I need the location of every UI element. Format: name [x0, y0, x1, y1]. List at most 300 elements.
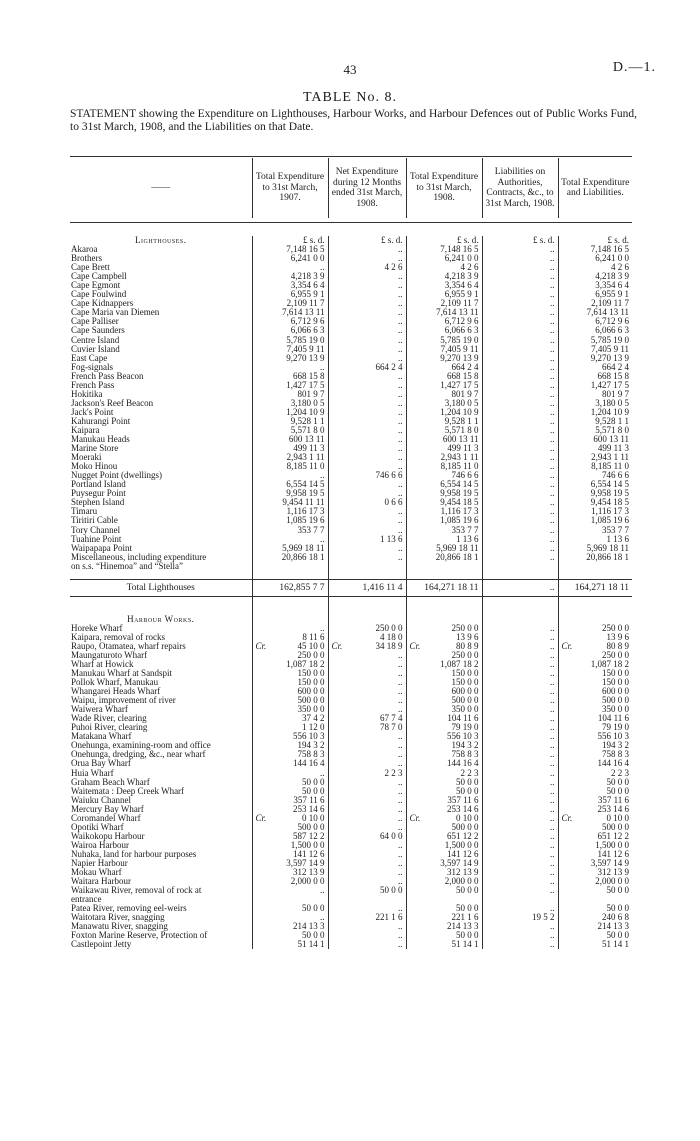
amount-cell: ..	[252, 535, 328, 544]
amount-cell: 350 0 0	[252, 705, 328, 714]
amount-cell: 1 13 6	[328, 535, 406, 544]
amount-cell: ..	[482, 877, 558, 886]
amount-cell	[482, 562, 558, 571]
amount-cell: ..	[482, 579, 558, 596]
amount-cell: 7,405 9 11	[252, 345, 328, 354]
table-row	[70, 714, 632, 723]
amount-cell: Cr. 45 10 0	[252, 642, 328, 651]
row-label: Manawatu River, snagging	[71, 922, 168, 932]
amount-cell: ..	[482, 922, 558, 931]
row-label: Huia Wharf	[71, 768, 114, 778]
amount-cell: 50 0 0	[406, 904, 482, 913]
amount-cell: ..	[328, 732, 406, 741]
amount-cell: 50 0 0	[558, 886, 632, 895]
amount-cell: 164,271 18 11	[558, 579, 632, 596]
row-label: Matakana Wharf	[71, 732, 132, 742]
row-label: Puysegur Point	[71, 489, 126, 499]
total-row-lighthouses	[70, 579, 632, 596]
amount-cell: ..	[328, 308, 406, 317]
amount-cell: ..	[328, 544, 406, 553]
amount-cell: 1,204 10 9	[406, 408, 482, 417]
amount-cell: ..	[482, 832, 558, 841]
amount-cell: ..	[482, 544, 558, 553]
amount-cell	[558, 895, 632, 904]
amount-cell: ..	[252, 624, 328, 633]
amount-cell: 2,000 0 0	[558, 877, 632, 886]
amount-cell: 6,955 9 1	[558, 290, 632, 299]
spacer-cell	[558, 571, 632, 580]
amount-cell: 600 13 11	[558, 435, 632, 444]
amount-cell: 556 10 3	[406, 732, 482, 741]
amount-cell: 746 6 6	[328, 471, 406, 480]
amount-cell: £ s. d.	[406, 236, 482, 245]
spacer-row	[70, 596, 632, 615]
spacer-cell	[70, 571, 252, 580]
row-label: Cape Kidnappers	[71, 299, 134, 309]
amount-cell: 2,000 0 0	[252, 877, 328, 886]
amount-cell: 499 11 3	[252, 444, 328, 453]
table-row	[70, 778, 632, 787]
amount-cell: ..	[482, 940, 558, 949]
amount-cell: ..	[482, 254, 558, 263]
table-row	[70, 642, 632, 651]
amount-cell: 50 0 0	[406, 886, 482, 895]
row-label: Cape Campbell	[71, 272, 127, 282]
table-row	[70, 823, 632, 832]
amount-cell: 20,866 18 1	[252, 553, 328, 562]
amount-cell: Cr. 0 10 0	[252, 814, 328, 823]
amount-cell: ..	[482, 408, 558, 417]
amount-cell: 600 0 0	[252, 687, 328, 696]
amount-cell: ..	[482, 778, 558, 787]
table-row	[70, 904, 632, 913]
row-label: Centre Island	[71, 335, 120, 345]
table-row	[70, 462, 632, 471]
amount-cell	[558, 562, 632, 571]
spacer-cell	[558, 596, 632, 615]
row-label: Marine Store	[71, 444, 119, 454]
amount-cell: 13 9 6	[406, 633, 482, 642]
amount-cell: 3,180 0 5	[252, 399, 328, 408]
amount-cell: 9,958 19 5	[406, 489, 482, 498]
amount-cell	[328, 895, 406, 904]
amount-cell: ..	[482, 651, 558, 660]
amount-cell: 600 13 11	[252, 435, 328, 444]
amount-cell	[328, 562, 406, 571]
amount-cell: 253 14 6	[406, 805, 482, 814]
row-label: entrance	[71, 895, 102, 905]
table-row	[70, 390, 632, 399]
amount-cell: 4 2 6	[558, 263, 632, 272]
amount-cell: ..	[482, 480, 558, 489]
row-label: Waikokopu Harbour	[71, 831, 145, 841]
amount-cell: ..	[252, 913, 328, 922]
spacer-cell	[252, 596, 328, 615]
amount-cell: 9,270 13 9	[406, 354, 482, 363]
amount-cell: Cr. 80 8 9	[406, 642, 482, 651]
table-row	[70, 859, 632, 868]
table-row	[70, 868, 632, 877]
amount-cell	[406, 615, 482, 624]
amount-cell: 240 6 8	[558, 913, 632, 922]
amount-cell: ..	[328, 336, 406, 345]
amount-cell: ..	[328, 660, 406, 669]
amount-cell: 50 0 0	[252, 904, 328, 913]
amount-cell: ..	[482, 426, 558, 435]
amount-cell: 1,427 17 5	[406, 381, 482, 390]
spacer-cell	[482, 571, 558, 580]
amount-cell: 5,969 18 11	[406, 544, 482, 553]
amount-cell: 50 0 0	[558, 931, 632, 940]
amount-cell: ..	[482, 299, 558, 308]
amount-cell: 50 0 0	[406, 787, 482, 796]
amount-cell: 350 0 0	[406, 705, 482, 714]
amount-cell: 50 0 0	[558, 778, 632, 787]
amount-cell: ..	[482, 624, 558, 633]
amount-cell	[328, 615, 406, 624]
table-row	[70, 651, 632, 660]
amount-cell: ..	[482, 526, 558, 535]
amount-cell: ..	[482, 507, 558, 516]
amount-cell: ..	[328, 750, 406, 759]
amount-cell: 9,958 19 5	[252, 489, 328, 498]
amount-cell: 104 11 6	[406, 714, 482, 723]
amount-cell: 7,405 9 11	[406, 345, 482, 354]
table-row	[70, 624, 632, 633]
row-label: Tory Channel	[71, 525, 121, 535]
amount-cell: ..	[482, 705, 558, 714]
amount-cell: 3,180 0 5	[558, 399, 632, 408]
amount-cell	[482, 895, 558, 904]
amount-cell: ..	[482, 489, 558, 498]
amount-cell	[406, 562, 482, 571]
row-label: Waitemata : Deep Creek Wharf	[71, 786, 185, 796]
row-label: Harbour Works.	[127, 614, 195, 624]
amount-cell: 8,185 11 0	[406, 462, 482, 471]
amount-cell: 1,416 11 4	[328, 579, 406, 596]
amount-cell: 6,712 9 6	[558, 317, 632, 326]
row-label: Fog-signals	[71, 362, 114, 372]
amount-cell: 104 11 6	[558, 714, 632, 723]
header-top-rule	[70, 156, 632, 157]
amount-cell: ..	[328, 877, 406, 886]
spacer-row	[70, 571, 632, 580]
amount-cell: 2,943 1 11	[252, 453, 328, 462]
row-label: Cape Foulwind	[71, 290, 127, 300]
amount-cell: ..	[482, 417, 558, 426]
amount-cell: ..	[482, 696, 558, 705]
amount-cell	[558, 615, 632, 624]
table-row	[70, 633, 632, 642]
amount-cell: ..	[482, 516, 558, 525]
amount-cell: 1,087 18 2	[406, 660, 482, 669]
amount-cell: 1 12 0	[252, 723, 328, 732]
row-label: Hokitika	[71, 389, 103, 399]
row-label: Pollok Wharf, Manukau	[71, 678, 159, 688]
amount-cell: ..	[328, 553, 406, 562]
amount-cell: 3,354 6 4	[252, 281, 328, 290]
amount-cell: 6,241 0 0	[558, 254, 632, 263]
amount-cell: ..	[328, 904, 406, 913]
amount-cell: ..	[482, 886, 558, 895]
table-row	[70, 336, 632, 345]
amount-cell: 2,943 1 11	[406, 453, 482, 462]
row-label: Jackson's Reef Beacon	[71, 398, 154, 408]
amount-cell: Cr. 0 10 0	[558, 814, 632, 823]
amount-cell: ..	[328, 787, 406, 796]
amount-cell: ..	[328, 931, 406, 940]
amount-cell: ..	[482, 750, 558, 759]
row-label: Mokau Wharf	[71, 868, 122, 878]
row-label: Maungaturoto Wharf	[71, 650, 148, 660]
column-header-net-expenditure: Net Expenditure during 12 Months ended 31st March, 1908.	[328, 158, 406, 218]
amount-cell: 1 13 6	[558, 535, 632, 544]
amount-cell: 250 0 0	[406, 651, 482, 660]
amount-cell: ..	[482, 723, 558, 732]
amount-cell: ..	[482, 399, 558, 408]
row-label: Waiwera Wharf	[71, 705, 128, 715]
amount-cell: ..	[482, 435, 558, 444]
table-row	[70, 940, 632, 949]
amount-cell	[252, 895, 328, 904]
amount-cell: 5,571 8 0	[406, 426, 482, 435]
amount-cell: ..	[328, 272, 406, 281]
amount-cell: Cr. 80 8 9	[558, 642, 632, 651]
amount-cell: 3,597 14 9	[558, 859, 632, 868]
header-bottom-rule	[70, 222, 632, 223]
table-row	[70, 471, 632, 480]
amount-cell: 4 2 6	[328, 263, 406, 272]
row-label: Cuvier Island	[71, 344, 120, 354]
table-row	[70, 544, 632, 553]
amount-cell: 664 2 4	[406, 363, 482, 372]
amount-cell: 2 2 3	[558, 769, 632, 778]
table-row	[70, 435, 632, 444]
amount-cell: ..	[328, 453, 406, 462]
amount-cell: 253 14 6	[558, 805, 632, 814]
amount-cell: 2 2 3	[328, 769, 406, 778]
spacer-cell	[252, 571, 328, 580]
amount-cell: 250 0 0	[558, 624, 632, 633]
amount-cell: 758 8 3	[252, 750, 328, 759]
amount-cell: ..	[328, 254, 406, 263]
amount-cell: ..	[328, 462, 406, 471]
amount-cell: 9,958 19 5	[558, 489, 632, 498]
amount-cell: ..	[328, 489, 406, 498]
amount-cell: 664 2 4	[558, 363, 632, 372]
row-label: Graham Beach Wharf	[71, 777, 150, 787]
amount-cell: 746 6 6	[558, 471, 632, 480]
amount-cell: 79 19 0	[406, 723, 482, 732]
amount-cell: ..	[328, 823, 406, 832]
table-row	[70, 281, 632, 290]
amount-cell: 1,085 19 6	[252, 516, 328, 525]
amount-cell: 312 13 9	[252, 868, 328, 877]
table-row	[70, 832, 632, 841]
table-row	[70, 326, 632, 335]
row-label: Moko Hinou	[71, 462, 118, 472]
amount-cell: Cr. 0 10 0	[406, 814, 482, 823]
amount-cell: 150 0 0	[406, 678, 482, 687]
amount-cell: ..	[328, 399, 406, 408]
amount-cell: ..	[482, 245, 558, 254]
row-label: Wade River, clearing	[71, 714, 147, 724]
table-row	[70, 877, 632, 886]
row-label: Puhoi River, clearing	[71, 723, 148, 733]
amount-cell: ..	[328, 345, 406, 354]
row-label: Cape Saunders	[71, 326, 125, 336]
amount-cell: 758 8 3	[406, 750, 482, 759]
amount-cell: ..	[328, 381, 406, 390]
amount-cell: 746 6 6	[406, 471, 482, 480]
amount-cell: 668 15 8	[558, 372, 632, 381]
row-label: Waipu, improvement of river	[71, 696, 176, 706]
amount-cell: ..	[482, 741, 558, 750]
amount-cell: ..	[482, 660, 558, 669]
table-row	[70, 408, 632, 417]
row-label: Raupo, Otamatea, wharf repairs	[71, 641, 186, 651]
table-row	[70, 687, 632, 696]
table-row	[70, 535, 632, 544]
amount-cell: 162,855 7 7	[252, 579, 328, 596]
amount-cell: ..	[328, 678, 406, 687]
amount-cell: 500 0 0	[406, 823, 482, 832]
amount-cell: ..	[482, 326, 558, 335]
row-label: Waitara Harbour	[71, 877, 131, 887]
amount-cell: 7,148 16 5	[406, 245, 482, 254]
table-row	[70, 553, 632, 562]
column-header-total-with-liabilities: Total Expenditure and Liabilities.	[558, 158, 632, 218]
amount-cell: ..	[328, 705, 406, 714]
amount-cell: 556 10 3	[558, 732, 632, 741]
amount-cell: ..	[482, 317, 558, 326]
amount-cell: ..	[328, 759, 406, 768]
amount-cell: 8,185 11 0	[558, 462, 632, 471]
table-title: TABLE No. 8.	[302, 90, 398, 105]
amount-cell: 350 0 0	[558, 705, 632, 714]
table-row	[70, 372, 632, 381]
amount-cell: 9,454 18 5	[406, 498, 482, 507]
amount-cell: ..	[328, 372, 406, 381]
amount-cell: ..	[482, 272, 558, 281]
amount-cell: ..	[328, 408, 406, 417]
row-label: Manukau Heads	[71, 435, 130, 445]
amount-cell: 1,204 10 9	[558, 408, 632, 417]
amount-cell: ..	[482, 642, 558, 651]
amount-cell: ..	[328, 651, 406, 660]
amount-cell: ..	[252, 363, 328, 372]
amount-cell: ..	[328, 696, 406, 705]
amount-cell: ..	[328, 526, 406, 535]
amount-cell: ..	[482, 553, 558, 562]
amount-cell: ..	[482, 290, 558, 299]
row-label: Portland Island	[71, 480, 126, 490]
amount-cell: ..	[328, 290, 406, 299]
amount-cell: 3,597 14 9	[406, 859, 482, 868]
spacer-cell	[482, 596, 558, 615]
amount-cell: 1,116 17 3	[252, 507, 328, 516]
amount-cell: ..	[328, 417, 406, 426]
amount-cell: ..	[328, 841, 406, 850]
row-label: Waitotara River, snagging	[71, 913, 165, 923]
row-label: Timaru	[71, 507, 98, 517]
amount-cell: 37 4 2	[252, 714, 328, 723]
amount-cell: 801 9 7	[406, 390, 482, 399]
amount-cell: 141 12 6	[406, 850, 482, 859]
amount-cell: ..	[482, 805, 558, 814]
table-row	[70, 886, 632, 895]
table-row	[70, 272, 632, 281]
amount-cell: 1,204 10 9	[252, 408, 328, 417]
amount-cell: ..	[328, 299, 406, 308]
amount-cell: Cr. 34 18 9	[328, 642, 406, 651]
amount-cell: ..	[328, 796, 406, 805]
amount-cell: 1,116 17 3	[558, 507, 632, 516]
amount-cell: 214 13 3	[406, 922, 482, 931]
amount-cell: 50 0 0	[328, 886, 406, 895]
amount-cell: ..	[482, 453, 558, 462]
row-label: Moeraki	[71, 453, 102, 463]
spacer-cell	[328, 571, 406, 580]
amount-cell: 801 9 7	[252, 390, 328, 399]
amount-cell: ..	[482, 931, 558, 940]
column-header-item: ——	[151, 182, 171, 193]
amount-cell: 7,148 16 5	[558, 245, 632, 254]
amount-cell: 6,066 6 3	[406, 326, 482, 335]
amount-cell: £ s. d.	[328, 236, 406, 245]
amount-cell: 214 13 3	[252, 922, 328, 931]
amount-cell: 50 0 0	[406, 931, 482, 940]
amount-cell: 5,969 18 11	[558, 544, 632, 553]
row-label: Opotiki Wharf	[71, 822, 124, 832]
amount-cell: 2 2 3	[406, 769, 482, 778]
amount-cell: ..	[252, 886, 328, 895]
amount-cell: £ s. d.	[252, 236, 328, 245]
amount-cell: ..	[328, 317, 406, 326]
table-row	[70, 516, 632, 525]
amount-cell: 600 13 11	[406, 435, 482, 444]
amount-cell: 5,571 8 0	[558, 426, 632, 435]
amount-cell: ..	[328, 922, 406, 931]
table-row	[70, 696, 632, 705]
amount-cell: 357 11 6	[406, 796, 482, 805]
amount-cell: 7,614 13 11	[406, 308, 482, 317]
table-row	[70, 850, 632, 859]
amount-cell: ..	[482, 841, 558, 850]
section-heading-lighthouses	[70, 236, 632, 245]
amount-cell: 1,500 0 0	[252, 841, 328, 850]
amount-cell: 9,528 1 1	[252, 417, 328, 426]
row-label: Total Lighthouses	[70, 579, 252, 596]
amount-cell: 7,614 13 11	[252, 308, 328, 317]
amount-cell: 500 0 0	[252, 696, 328, 705]
column-header-liabilities: Liabilities on Authorities, Contracts, &c., to 31st March, 1908.	[482, 158, 558, 218]
amount-cell	[406, 895, 482, 904]
amount-cell: 9,270 13 9	[558, 354, 632, 363]
row-label: Foxton Marine Reserve, Protection of	[71, 931, 208, 941]
amount-cell: ..	[328, 354, 406, 363]
table-row	[70, 354, 632, 363]
amount-cell: 250 0 0	[558, 651, 632, 660]
amount-cell: 253 14 6	[252, 805, 328, 814]
amount-cell: 9,528 1 1	[406, 417, 482, 426]
table-row	[70, 723, 632, 732]
amount-cell: 500 0 0	[406, 696, 482, 705]
amount-cell: ..	[328, 516, 406, 525]
row-label: Kahurangi Point	[71, 416, 131, 426]
amount-cell: 2,109 11 7	[252, 299, 328, 308]
amount-cell: 78 7 0	[328, 723, 406, 732]
